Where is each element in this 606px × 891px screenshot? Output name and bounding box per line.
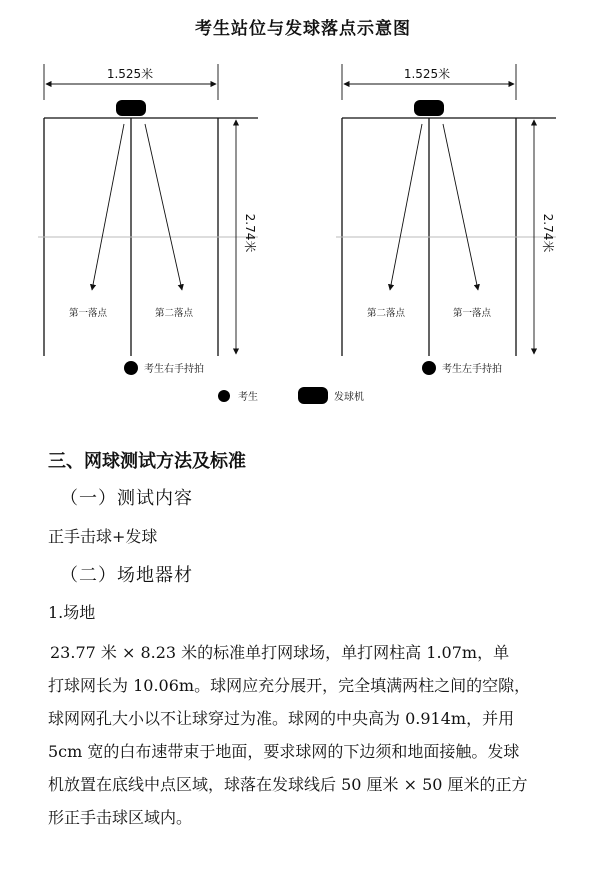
- diagram-title: 考生站位与发球落点示意图: [195, 19, 411, 39]
- right-machine-icon: [414, 100, 444, 116]
- paragraph-line: 打球网长为 10.06m。球网应充分展开，完全填满两柱之间的空隙，: [48, 676, 531, 695]
- left-trajectory-1: [92, 124, 124, 290]
- left-landing-label-1: 第一落点: [68, 308, 108, 319]
- test-content-text: 正手击球+发球: [48, 527, 158, 546]
- paragraph-line: 5cm 宽的白布速带束于地面，要求球网的下边须和地面接触。发球: [48, 742, 520, 761]
- left-trajectory-2: [145, 124, 182, 290]
- left-length-label: 2.74米: [243, 213, 257, 253]
- paragraph-line: 形正手击球区域内。: [48, 808, 193, 827]
- section-heading: 三、网球测试方法及标准: [48, 451, 246, 472]
- right-court-caption: 考生左手持拍: [442, 364, 502, 375]
- paragraph-line: 机放置在底线中点区域，球落在发球线后 50 厘米 × 50 厘米的正方: [48, 775, 528, 794]
- legend-examinee-label: 考生: [238, 392, 258, 403]
- right-length-label: 2.74米: [541, 213, 555, 253]
- left-machine-icon: [116, 100, 146, 116]
- left-court-caption: 考生右手持拍: [144, 364, 204, 375]
- right-trajectory-1: [390, 124, 422, 290]
- legend-machine-label: 发球机: [334, 392, 364, 403]
- subsection-test-content: （一）测试内容: [60, 488, 193, 509]
- left-examinee-icon: [124, 361, 138, 375]
- subsection-venue-equipment: （二）场地器材: [60, 565, 193, 586]
- paragraph-line: 球网网孔大小以不让球穿过为准。球网的中央高为 0.914m，并用: [48, 709, 515, 728]
- right-landing-label-2: 第一落点: [452, 308, 492, 319]
- legend-examinee-icon: [218, 390, 230, 402]
- legend-machine-icon: [298, 387, 328, 404]
- left-landing-label-2: 第二落点: [154, 308, 194, 319]
- paragraph-line: 23.77 米 × 8.23 米的标准单打网球场，单打网柱高 1.07m，单: [50, 643, 510, 662]
- right-examinee-icon: [422, 361, 436, 375]
- legend: [218, 387, 364, 404]
- right-width-label: 1.525米: [403, 67, 451, 81]
- item-venue: 1.场地: [48, 603, 96, 622]
- left-court: [38, 64, 258, 375]
- court-diagram: [0, 0, 606, 420]
- left-width-label: 1.525米: [106, 67, 154, 81]
- right-trajectory-2: [443, 124, 478, 290]
- right-court: [336, 64, 556, 375]
- right-landing-label-1: 第二落点: [366, 308, 406, 319]
- venue-paragraph: [48, 636, 590, 834]
